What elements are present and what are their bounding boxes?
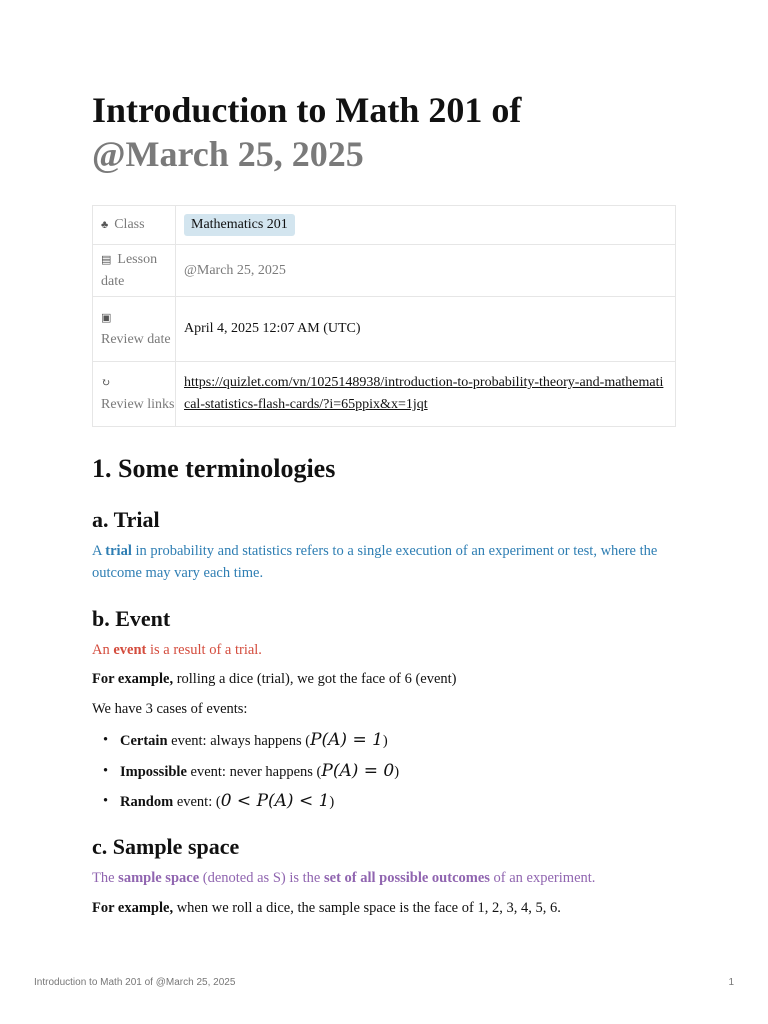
property-key: ▣ Review date [93,297,176,362]
bullet-icon: • [103,762,109,779]
property-value [176,362,676,427]
sample-space-definition: The sample space (denoted as S) is the set of all possible outcomes of an experiment. [92,870,596,886]
title-text: Introduction to Math 201 of [92,90,522,130]
refresh-icon: ↻ [101,377,111,389]
math-formula: P(A) = 0 [321,760,395,781]
section-heading-terminologies: 1. Some terminologies [92,454,336,483]
property-value[interactable] [176,206,676,245]
bullet-icon: • [103,732,109,748]
review-link[interactable]: https://quizlet.com/vn/1025148938/introduction-to-probability-theory-and-mathematical-statistics-flash-cards/?i=65ppix&x=1jqt [184,375,664,412]
footer-title: Introduction to Math 201 of @March 25, 2025 [34,977,236,988]
calendar-icon: ▤ [101,253,112,266]
trial-definition: A trial in probability and statistics refers to a single execution of an experiment or test, where the outcome may vary each time. [92,543,658,581]
title-date-mention[interactable]: @March 25, 2025 [92,134,364,174]
footer-page-number: 1 [728,977,734,988]
property-key: ▤ Lesson date [93,245,176,297]
property-row-review-links [93,362,676,427]
math-formula: P(A) = 1 [310,730,383,750]
list-item: • Certain event: always happens (P(A) = 1) [120,726,676,757]
event-definition: An event is a result of a trial. [92,642,262,658]
subheading-sample-space: c. Sample space [92,834,240,859]
list-item: • Random event: (0 < P(A) < 1) [120,787,676,818]
subheading-trial: a. Trial [92,507,160,532]
shapes-icon: ♣ [101,219,109,231]
event-cases-intro: We have 3 cases of events: [92,701,248,717]
event-example: For example, rolling a dice (trial), we got the face of 6 (event) [92,671,457,687]
property-key: ♣ Class [93,206,176,245]
properties-table [92,205,676,427]
property-row-lesson-date [93,245,676,297]
property-row-class [93,206,676,245]
event-cases-list [92,726,676,818]
property-row-review-date [93,297,676,362]
property-key: ↻ Review links [93,362,176,427]
property-value[interactable]: April 4, 2025 12:07 AM (UTC) [176,297,676,362]
calendar-clock-icon: ▣ [101,312,112,324]
subheading-event: b. Event [92,606,171,631]
list-item: • Impossible event: never happens (P(A) = 0) [120,757,676,788]
class-tag[interactable]: Mathematics 201 [184,214,295,236]
page-title [92,88,676,176]
math-formula: 0 < P(A) < 1 [220,791,330,811]
bullet-icon: • [103,793,109,809]
sample-space-example: For example, when we roll a dice, the sample space is the face of 1, 2, 3, 4, 5, 6. [92,900,561,916]
property-value[interactable]: @March 25, 2025 [176,245,676,297]
